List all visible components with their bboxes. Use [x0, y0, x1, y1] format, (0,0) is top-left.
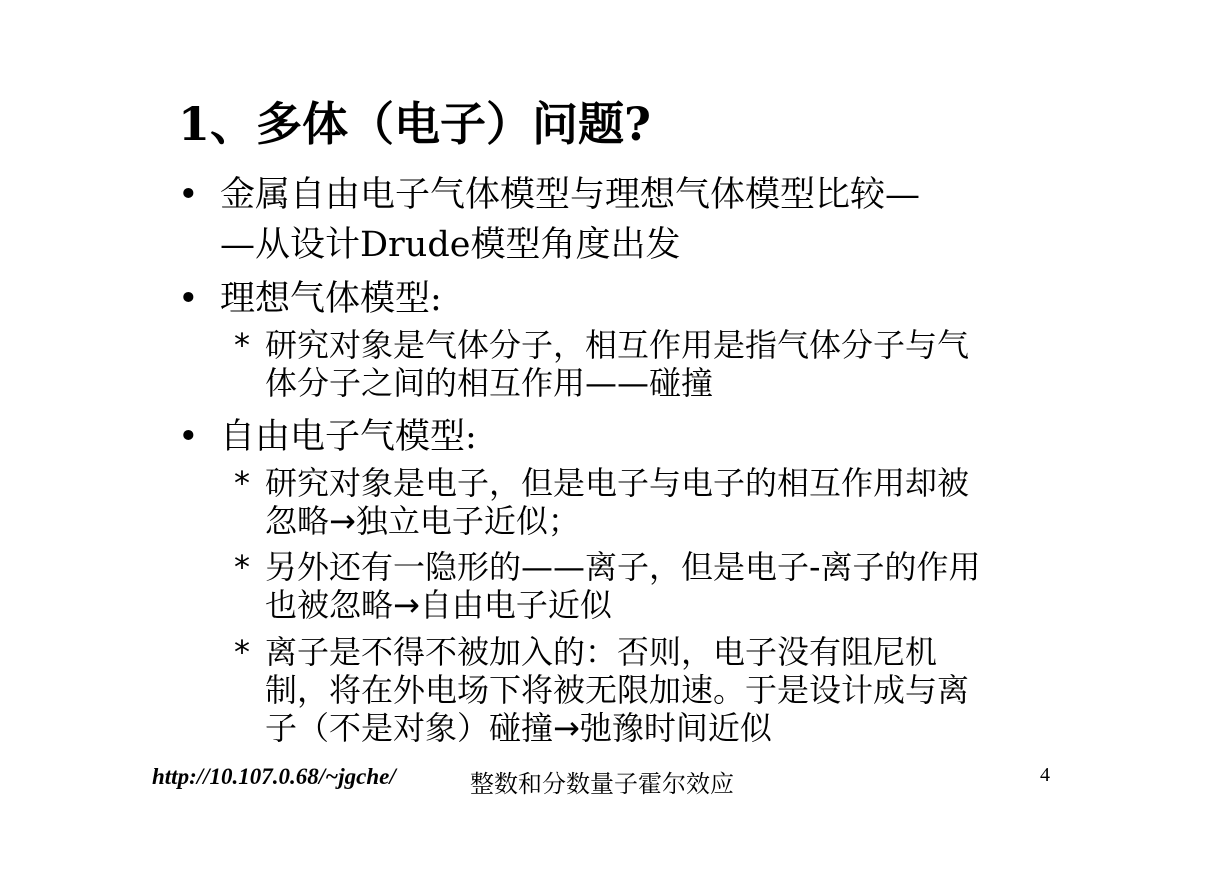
sub-line: 也被忽略→自由电子近似 [265, 586, 612, 624]
bullet-line: —从设计Drude模型角度出发 [220, 225, 681, 265]
bullet-line: 自由电子气模型: [220, 417, 477, 457]
bullet-text [220, 274, 442, 324]
sub-line: 制，将在外电场下将被无限加速。于是设计成与离 [265, 671, 970, 709]
sub-marker: * [234, 548, 250, 586]
sub-marker: * [234, 326, 250, 364]
bullet-text [220, 412, 477, 462]
sub-line: 体分子之间的相互作用——碰撞 [265, 364, 714, 402]
footer-url: http://10.107.0.68/~jgche/ [152, 764, 396, 789]
slide-title: 1、多体（电子）问题? [178, 97, 651, 151]
bullet-line: 理想气体模型: [220, 279, 442, 319]
sub-line: 另外还有一隐形的——离子，但是电子-离子的作用 [265, 548, 981, 586]
page-number: 4 [1040, 764, 1050, 786]
bullet-marker: • [178, 279, 199, 319]
footer-title: 整数和分数量子霍尔效应 [470, 770, 734, 798]
sub-line: 离子是不得不被加入的：否则，电子没有阻尼机 [265, 633, 938, 671]
bullet-line: 金属自由电子气体模型与理想气体模型比较— [220, 175, 921, 215]
bullet-text [220, 170, 920, 270]
bullet-marker: • [178, 417, 199, 457]
bullet-marker: • [178, 175, 199, 215]
sub-line: 研究对象是电子，但是电子与电子的相互作用却被 [265, 464, 970, 502]
sub-line: 忽略→独立电子近似； [265, 502, 580, 540]
sub-marker: * [234, 633, 250, 671]
sub-line: 研究对象是气体分子，相互作用是指气体分子与气 [265, 326, 970, 364]
sub-marker: * [234, 464, 250, 502]
sub-line: 子（不是对象）碰撞→弛豫时间近似 [265, 709, 772, 747]
